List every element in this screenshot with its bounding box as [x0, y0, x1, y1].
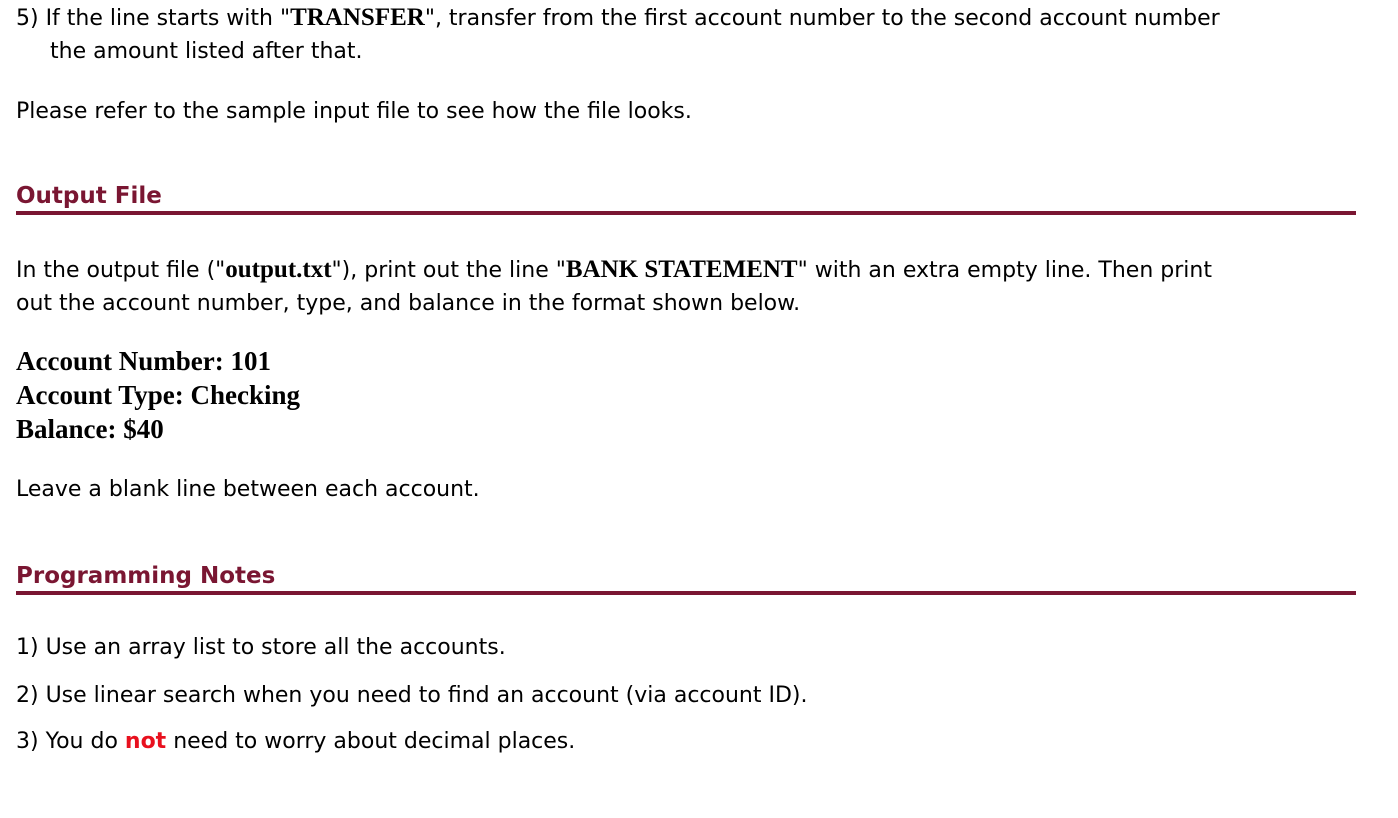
note-2: 2) Use linear search when you need to find an account (via account ID).	[16, 683, 808, 708]
output-para-part1: In the output file ("	[16, 258, 226, 283]
output-file-divider	[16, 211, 1356, 215]
output-paragraph-line-1	[16, 253, 1212, 288]
step-5-line-2: the amount listed after that.	[50, 39, 363, 64]
refer-note: Please refer to the sample input file to see how the file looks.	[16, 99, 692, 124]
example-balance: Balance: $40	[16, 414, 164, 444]
step-5-suffix: ", transfer from the first account number to the second account number	[424, 6, 1220, 31]
note-3	[16, 725, 575, 759]
programming-notes-divider	[16, 591, 1356, 595]
programming-notes-heading: Programming Notes	[16, 563, 276, 589]
bank-statement-label: BANK STATEMENT	[565, 256, 798, 283]
transfer-keyword: TRANSFER	[290, 4, 425, 31]
blank-line-note: Leave a blank line between each account.	[16, 477, 480, 502]
step-5-line-1	[16, 1, 1220, 36]
note-3-prefix: 3) You do	[16, 729, 125, 754]
step-5-prefix: 5) If the line starts with "	[16, 6, 291, 31]
output-file-heading: Output File	[16, 183, 162, 209]
output-file-name: output.txt	[225, 256, 332, 283]
output-paragraph-line-2: out the account number, type, and balance in the format shown below.	[16, 291, 801, 316]
output-para-part2: "), print out the line "	[331, 258, 566, 283]
example-account-type: Account Type: Checking	[16, 380, 301, 410]
note-1: 1) Use an array list to store all the accounts.	[16, 635, 506, 660]
note-3-emphasis: not	[124, 729, 167, 754]
note-3-suffix: need to worry about decimal places.	[166, 729, 576, 754]
output-para-part3: " with an extra empty line. Then print	[797, 258, 1212, 283]
example-account-number: Account Number: 101	[16, 346, 271, 376]
